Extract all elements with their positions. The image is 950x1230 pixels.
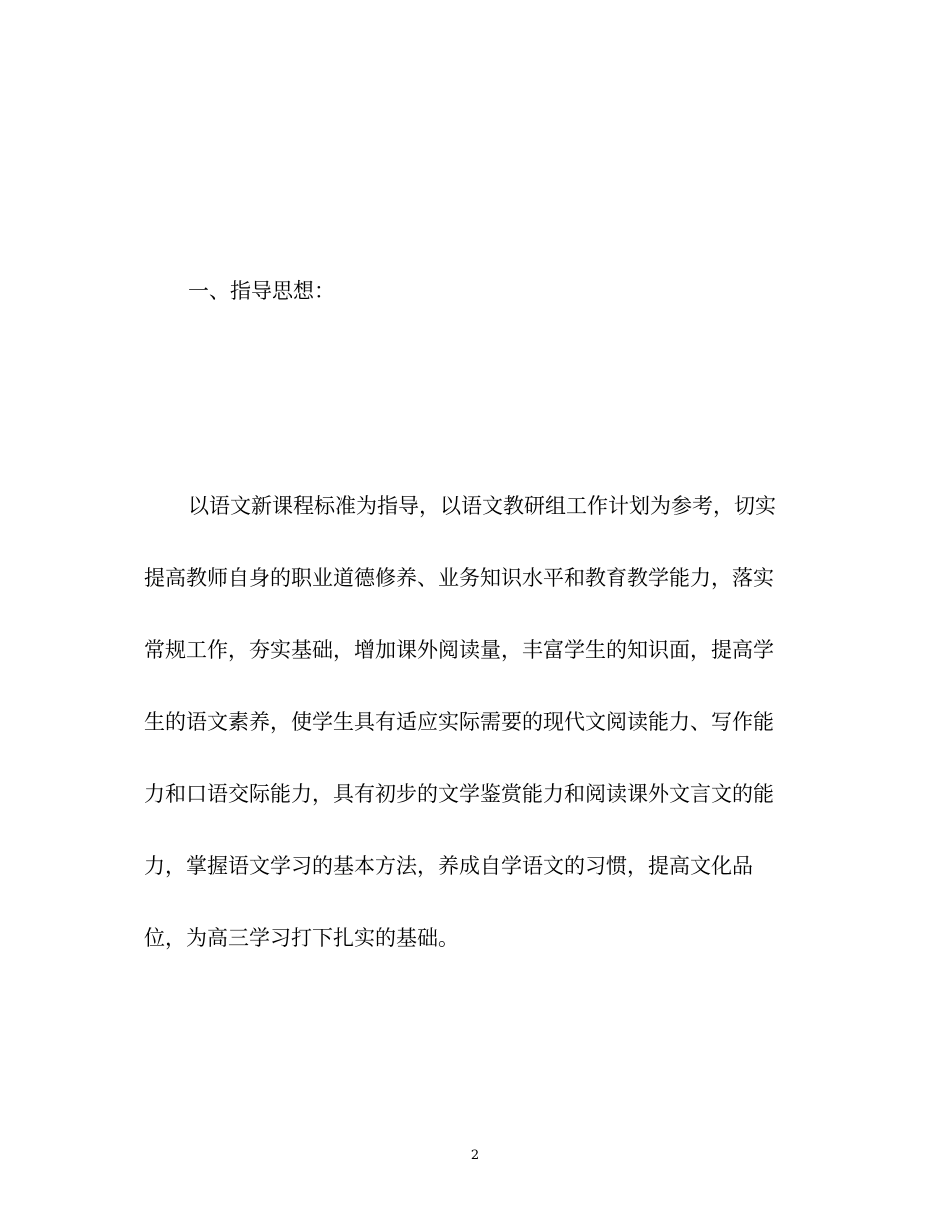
section-heading: 一、指导思想： (188, 279, 335, 303)
paragraph-line: 生的语文素养，使学生具有适应实际需要的现代文阅读能力、写作能 (144, 710, 774, 734)
page-number: 2 (470, 1148, 480, 1163)
paragraph-line: 提高教师自身的职业道德修养、业务知识水平和教育教学能力，落实 (144, 566, 774, 590)
paragraph-line: 以语文新课程标准为指导，以语文教研组工作计划为参考，切实 (188, 494, 776, 518)
paragraph-line: 常规工作，夯实基础，增加课外阅读量，丰富学生的知识面，提高学 (144, 638, 774, 662)
paragraph-line: 位，为高三学习打下扎实的基础。 (144, 926, 459, 950)
paragraph-line: 力和口语交际能力，具有初步的文学鉴赏能力和阅读课外文言文的能 (144, 782, 774, 806)
paragraph-line: 力，掌握语文学习的基本方法，养成自学语文的习惯，提高文化品 (144, 854, 753, 878)
